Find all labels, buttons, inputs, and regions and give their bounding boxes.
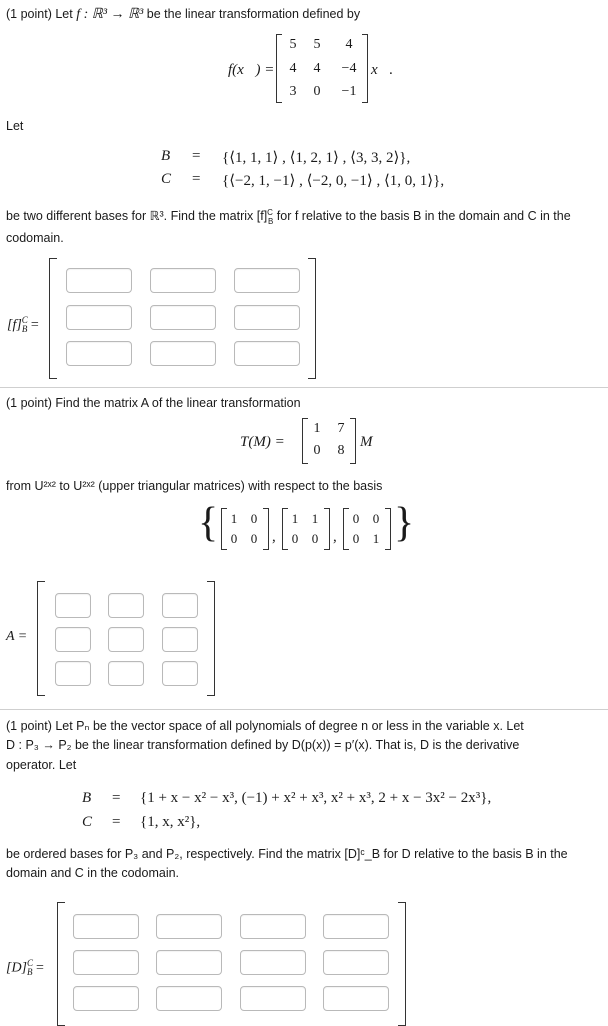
p2-answer-r2c2[interactable] [108, 627, 144, 652]
p1-question: be two different bases for ℝ³. Find the matrix $[f]^C_B$ for f relative to the basis B in the domain and C in the codomain. [6, 208, 571, 245]
p3-answer-r2c1[interactable] [73, 950, 139, 975]
p3-answer-r3c4[interactable] [323, 986, 389, 1011]
p1-C-label: C [161, 171, 172, 187]
p3-C-set: {1, x, x²}, [140, 814, 201, 830]
p1-answer-r3c1[interactable] [66, 341, 132, 366]
p3-answer-r1c3[interactable] [240, 914, 306, 939]
divider-1 [0, 387, 608, 388]
p2-answer-r3c1[interactable] [55, 661, 91, 686]
p2-eq-lhs: T(M) = [240, 434, 285, 450]
p3-answer-r3c1[interactable] [73, 986, 139, 1011]
p3-line1: (1 point) Let Pₙ be the vector space of all polynomials of degree n or less in the variable x. Let [6, 719, 524, 733]
p3-B-set: {1 + x − x² − x³, (−1) + x² + x³, x² + x³, 2 + x − 3x² − 2x³}, [140, 790, 492, 806]
p3-C-label: C [82, 814, 93, 830]
p3-answer-r1c1[interactable] [73, 914, 139, 939]
p2-intro: (1 point) Find the matrix A of the linear transformation [6, 396, 301, 410]
p2-eq-rhs: M [360, 434, 373, 450]
p1-answer-r1c2[interactable] [150, 268, 216, 293]
p2-answer-label: A = [6, 629, 28, 644]
p1-answer-r2c3[interactable] [234, 305, 300, 330]
p1-answer-r2c2[interactable] [150, 305, 216, 330]
p1-B-label: B [161, 148, 171, 164]
p1-answer-r3c3[interactable] [234, 341, 300, 366]
p2-answer-r2c1[interactable] [55, 627, 91, 652]
p1-answer-r1c3[interactable] [234, 268, 300, 293]
p1-eq-C: = [192, 171, 201, 187]
p3-eq-C: = [112, 814, 121, 830]
p1-answer-r1c1[interactable] [66, 268, 132, 293]
p1-answer-bracket-right [308, 258, 316, 379]
p1-eq-rhs: x⃗. [371, 62, 394, 78]
p3-answer-bracket-right [398, 902, 406, 1026]
p2-answer-bracket-left [37, 581, 45, 696]
p1-B-set: {⟨1, 1, 1⟩ , ⟨1, 2, 1⟩ , ⟨3, 3, 2⟩}, [222, 150, 411, 166]
p1-C-set: {⟨−2, 1, −1⟩ , ⟨−2, 0, −1⟩ , ⟨1, 0, 1⟩}, [222, 173, 445, 189]
p2-answer-r3c2[interactable] [108, 661, 144, 686]
p1-eq-B: = [192, 148, 201, 164]
p2-basis-brace-right: } [394, 500, 415, 546]
p3-answer-r1c4[interactable] [323, 914, 389, 939]
p3-eq-B: = [112, 790, 121, 806]
p1-let: Let [6, 119, 24, 133]
p3-answer-r2c2[interactable] [156, 950, 222, 975]
p2-answer-bracket-right [207, 581, 215, 696]
p2-answer-r1c2[interactable] [108, 593, 144, 618]
p3-answer-r2c4[interactable] [323, 950, 389, 975]
p2-basis-brace-left: { [198, 500, 219, 546]
divider-2 [0, 709, 608, 710]
p1-answer-label: $[f]^C_B$ = [7, 315, 39, 335]
p3-answer-r3c2[interactable] [156, 986, 222, 1011]
p3-answer-r1c2[interactable] [156, 914, 222, 939]
p3-text-line2: domain and C in the codomain. [6, 866, 180, 880]
p3-answer-label: $[D]^C_B$ = [6, 958, 44, 978]
p3-answer-r3c3[interactable] [240, 986, 306, 1011]
p1-answer-r2c1[interactable] [66, 305, 132, 330]
p3-answer-bracket-left [57, 902, 65, 1026]
p1-intro: (1 point) Let f : ℝ³ → ℝ³ be the linear transformation defined by [6, 7, 361, 22]
p3-answer-r2c3[interactable] [240, 950, 306, 975]
p2-from-text: from U²ˣ² to U²ˣ² (upper triangular matrices) with respect to the basis [6, 479, 383, 493]
p3-B-label: B [82, 790, 92, 806]
p2-answer-r1c1[interactable] [55, 593, 91, 618]
p3-line3: operator. Let [6, 758, 77, 772]
p3-line2: D : P₃ → P₂ be the linear transformation defined by D(p(x)) = p′(x). That is, D is the derivative [6, 738, 520, 752]
p2-answer-r3c3[interactable] [162, 661, 198, 686]
p2-answer-r2c3[interactable] [162, 627, 198, 652]
p1-answer-r3c2[interactable] [150, 341, 216, 366]
p3-text-line1: be ordered bases for P₃ and P₂, respectively. Find the matrix [D]ᶜ_B for D relative to the basis B in the [6, 847, 568, 861]
p2-answer-r1c3[interactable] [162, 593, 198, 618]
p1-eq-lhs: f(x⃗) = [228, 62, 275, 78]
p1-answer-bracket-left [49, 258, 57, 379]
